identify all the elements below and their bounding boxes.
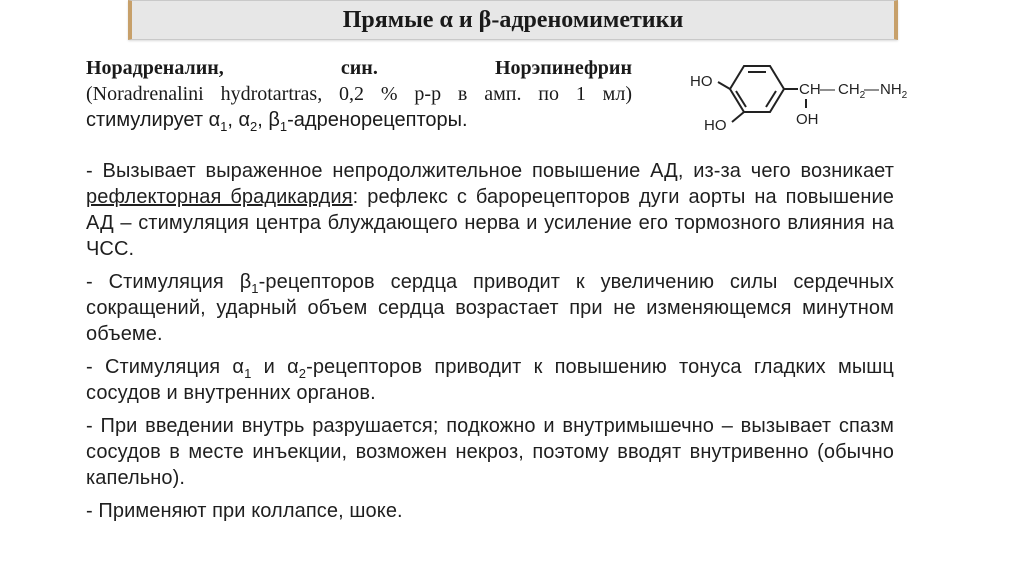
p2-text-a: - Стимуляция β (86, 271, 252, 293)
p2-text-b: -рецепторов сердца приводит к увеличению силы сердечных сокращений, ударный объем сердца возрастает при не изменяющемся минутном объеме. (86, 271, 894, 345)
structure-diagram (676, 44, 916, 144)
p3-text-c: -рецепторов приводит к повышению тонуса гладких мышц сосудов и внутренних органов. (86, 356, 894, 404)
paren-open: ( (86, 83, 93, 105)
latin-form: Noradrenalini hydrotartras, 0,2 % р-р в амп. по 1 мл (92, 83, 626, 105)
paren-close: ) (625, 83, 632, 105)
drug-name-line (86, 55, 632, 81)
stim-prefix: стимулирует (86, 109, 209, 131)
drug-name: Норадреналин, (86, 57, 224, 79)
drug-description (86, 81, 632, 133)
effect-paragraph-5: - Применяют при коллапсе, шоке. (86, 500, 403, 522)
p2-sub: 1 (251, 281, 259, 296)
ch2-group: $CH_2$ (838, 81, 866, 101)
effect-paragraph-2 (86, 269, 894, 347)
effects-list (86, 158, 894, 531)
slide-title: Прямые α и β-адреномиметики (342, 6, 684, 33)
synonym-label: син. (340, 57, 378, 79)
p1-text-b: : рефлекс с барорецепторов дуги аорты на повышение АД – стимуляция центра блуждающего нерва и усиление его тормозного влияния на ЧСС. (86, 186, 895, 260)
effect-paragraph-1 (86, 158, 894, 262)
p3-sub-1: 1 (244, 366, 252, 381)
effect-paragraph-4: - При введении внутрь разрушается; подкожно и внутримышечно – вызывает спазм сосудов в месте инъекции, возможен некроз, поэтому вводят внутривенно (обычно капельно). (86, 415, 894, 489)
hydroxyl-side: OH (796, 111, 819, 128)
hydroxyl-bottom: HO (704, 117, 727, 134)
drug-intro (86, 55, 632, 133)
reflex-bradycardia-term: рефлекторная брадикардия (86, 186, 353, 208)
p3-text-b: и α (251, 356, 299, 378)
drug-synonym: Норэпинефрин (494, 57, 632, 79)
effect-paragraph-3 (86, 354, 894, 406)
receptor-sub-1: 1 (220, 119, 228, 134)
stim-suffix: -адренорецепторы. (287, 109, 468, 131)
bond-2: — (864, 81, 879, 98)
p3-sub-2: 2 (298, 366, 307, 381)
ch-group: CH (799, 81, 821, 98)
bond-1: — (820, 81, 835, 98)
hydroxyl-top: HO (690, 73, 713, 90)
receptor-sub-3: 1 (279, 119, 288, 134)
receptor-sub-2: 2 (250, 119, 258, 134)
benzene-ring (718, 66, 806, 122)
p1-text-a: - Вызывает выраженное непродолжительное повышение АД, из-за чего возникает (86, 160, 894, 182)
receptor-beta1: , β (257, 109, 280, 131)
slide-title-bar (128, 0, 898, 40)
noradrenaline-structure (676, 44, 916, 144)
amine-group: $NH_2$ (880, 81, 908, 101)
receptor-alpha2: , α (227, 109, 251, 131)
receptor-alpha1: α (208, 109, 221, 131)
p3-text-a: - Стимуляция α (86, 356, 245, 378)
